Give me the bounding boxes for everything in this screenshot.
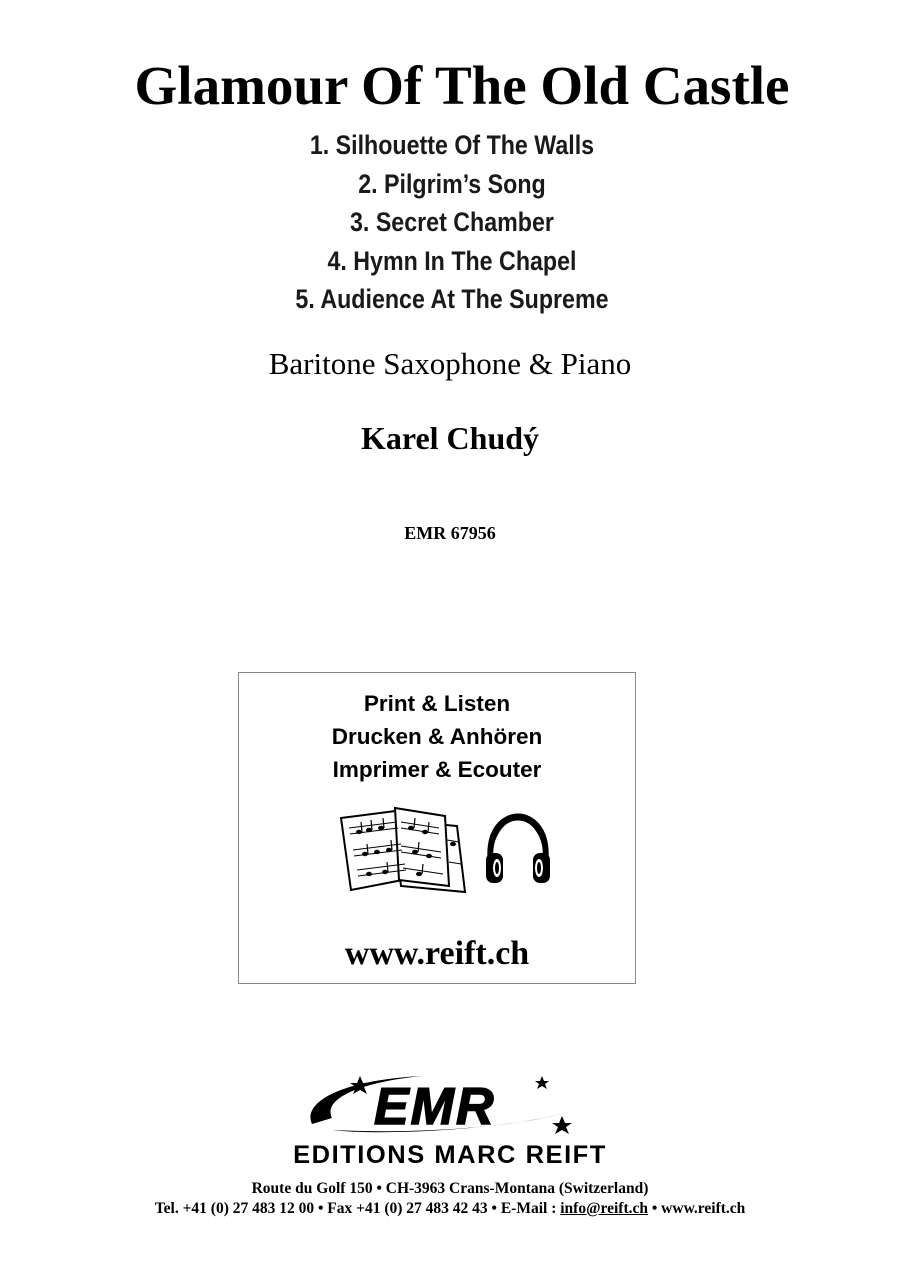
- catalog-number: EMR 67956: [404, 523, 496, 543]
- score-title: Glamour Of The Old Castle: [134, 55, 790, 116]
- movement-list: [0, 126, 900, 319]
- movement-item: 1. Silhouette Of The Walls: [309, 130, 595, 160]
- promo-line: Imprimer & Ecouter: [332, 757, 542, 782]
- movement-item: 4. Hymn In The Chapel: [327, 245, 577, 276]
- promo-line: Drucken & Anhören: [331, 724, 543, 749]
- contact-phone-fax: Tel. +41 (0) 27 483 12 00 • Fax +41 (0) 27 483 42 43 • E-Mail :: [154, 1200, 561, 1217]
- publisher-contact: [0, 1200, 900, 1218]
- email-link[interactable]: info@reift.ch: [560, 1200, 648, 1217]
- instrumentation: Baritone Saxophone & Piano: [268, 346, 632, 381]
- sheet-music-icon: [339, 806, 469, 898]
- movement-item: 5. Audience At The Supreme: [295, 284, 609, 314]
- promo-line: Print & Listen: [363, 691, 511, 716]
- emr-logo-text: EMR: [374, 1078, 496, 1136]
- promo-url[interactable]: www.reift.ch: [344, 935, 530, 972]
- composer-name: Karel Chudý: [360, 420, 540, 456]
- movement-item: 3. Secret Chamber: [349, 207, 554, 237]
- headphones-icon: [483, 813, 553, 893]
- publisher-name: EDITIONS MARC REIFT: [293, 1141, 607, 1169]
- contact-website: • www.reift.ch: [648, 1200, 746, 1217]
- print-listen-box: [238, 672, 636, 984]
- emr-logo: [302, 1072, 592, 1138]
- publisher-address: Route du Golf 150 • CH-3963 Crans-Montana (Switzerland): [251, 1180, 649, 1197]
- movement-item: 2. Pilgrim’s Song: [358, 168, 546, 199]
